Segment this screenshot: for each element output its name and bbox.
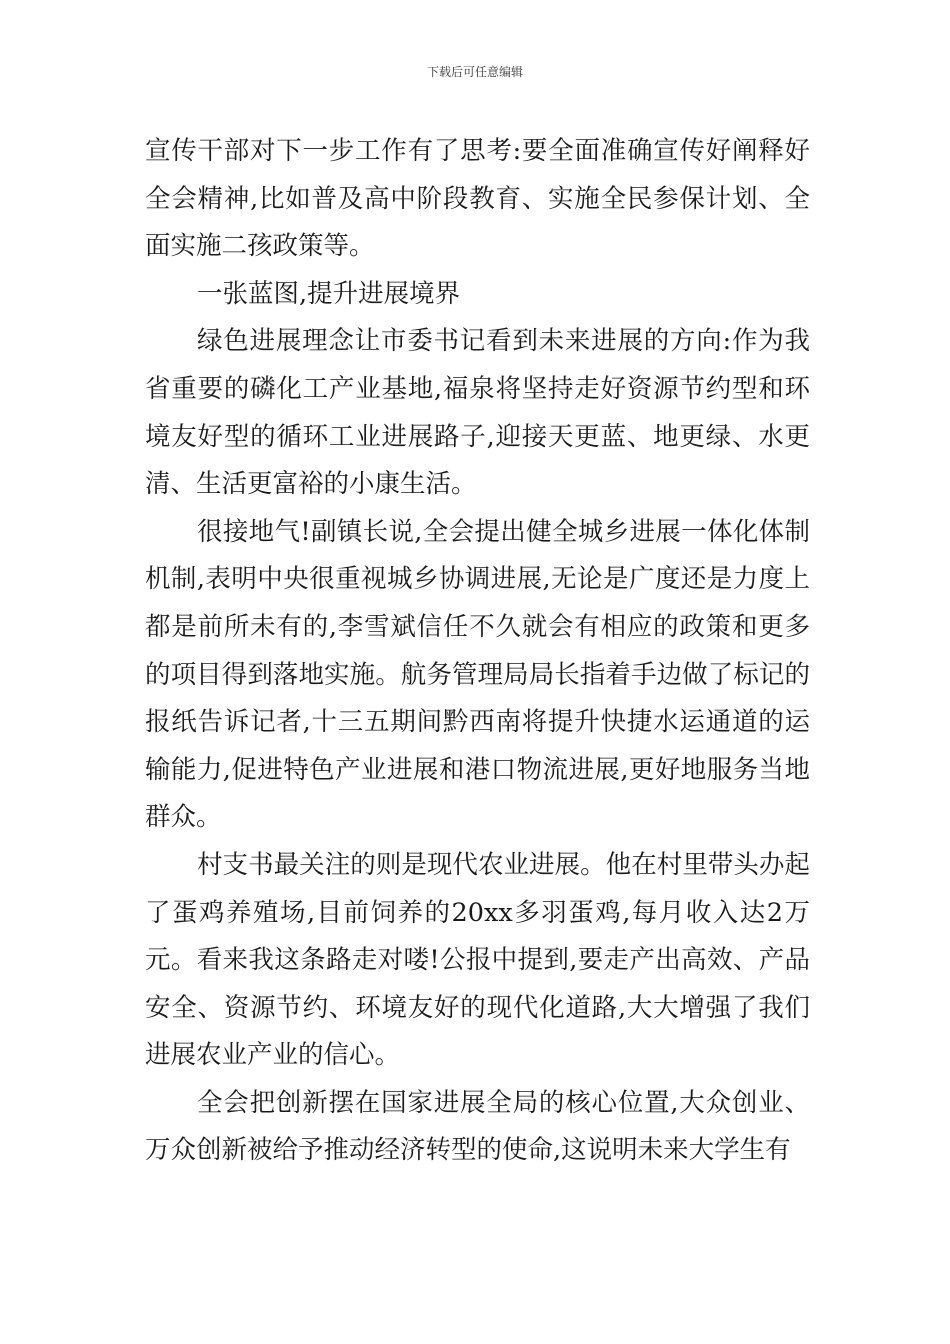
paragraph: 村支书最关注的则是现代农业进展。他在村里带头办起了蛋鸡养殖场,目前饲养的20xx多羽蛋鸡,每月收入达2万元。看来我这条路走对喽!公报中提到,要走产出高效、产品安全、资源节约、环境友好的现代化道路,大大增强了我们进展农业产业的信心。 (145, 849, 810, 1071)
page-header: 下载后可任意编辑 (426, 65, 523, 79)
section-heading: 一张蓝图,提升进展境界 (197, 278, 461, 309)
paragraph: 很接地气!副镇长说,全会提出健全城乡进展一体化体制机制,表明中央很重视城乡协调进展,无论是广度还是力度上都是前所未有的,李雪斌信任不久就会有相应的政策和更多的项目得到落地实施。航务管理局局长指着手边做了标记的报纸告诉记者,十三五期间黔西南将提升快捷水运通道的运输能力,促进特色产业进展和港口物流进展,更好地服务当地群众。 (145, 516, 810, 833)
paragraph: 全会把创新摆在国家进展全局的核心位置,大众创业、万众创新被给予推动经济转型的使命,这说明未来大学生有 (145, 1087, 810, 1166)
paragraph: 绿色进展理念让市委书记看到未来进展的方向:作为我省重要的磷化工产业基地,福泉将坚持走好资源节约型和环境友好型的循环工业进展路子,迎接天更蓝、地更绿、水更清、生活更富裕的小康生活。 (145, 326, 810, 500)
paragraph: 宣传干部对下一步工作有了思考:要全面准确宣传好阐释好全会精神,比如普及高中阶段教育、实施全民参保计划、全面实施二孩政策等。 (145, 136, 810, 262)
document-body (145, 128, 810, 1175)
